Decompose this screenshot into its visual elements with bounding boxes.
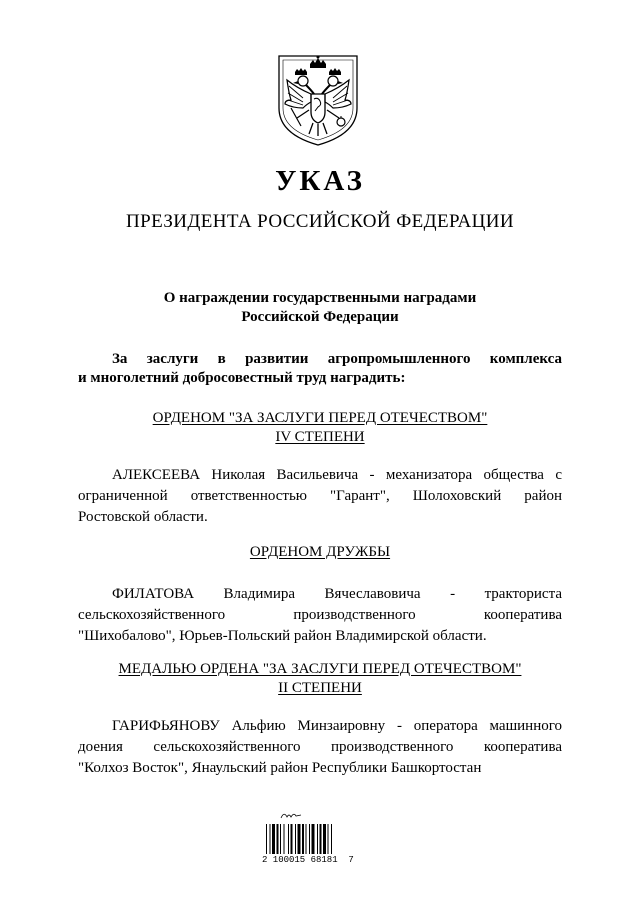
award-1-recipient-line-2: ограниченной ответственностью "Гарант", Шолоховский район bbox=[78, 488, 562, 504]
intro-line-1: За заслуги в развитии агропромышленного комплекса bbox=[112, 351, 562, 367]
award-1-recipient-line-1: АЛЕКСЕЕВА Николая Васильевича - механизатора общества с bbox=[112, 467, 562, 483]
award-2-recipient-line-3: "Шихобалово", Юрьев-Польский район Владимирской области. bbox=[78, 628, 487, 644]
award-3-recipient-line-3: "Колхоз Восток", Янаульский район Республики Башкортостан bbox=[78, 760, 482, 776]
barcode-bars bbox=[266, 824, 362, 854]
award-heading-3 bbox=[0, 660, 640, 698]
award-1-name-line-1: ОРДЕНОМ "ЗА ЗАСЛУГИ ПЕРЕД ОТЕЧЕСТВОМ" bbox=[152, 410, 488, 426]
decree-title-line-1: О награждении государственными наградами bbox=[163, 290, 477, 306]
award-2-recipient-line-1: ФИЛАТОВА Владимира Вячеславовича - тракториста bbox=[112, 586, 562, 602]
award-3-name-line-1: МЕДАЛЬЮ ОРДЕНА "ЗА ЗАСЛУГИ ПЕРЕД ОТЕЧЕСТВОМ" bbox=[118, 661, 522, 677]
barcode-number: 2 100015 68181 7 bbox=[262, 855, 354, 865]
document-subtitle: ПРЕЗИДЕНТА РОССИЙСКОЙ ФЕДЕРАЦИИ bbox=[126, 211, 514, 232]
decree-title-line-2: Российской Федерации bbox=[241, 309, 399, 325]
document-barcode bbox=[262, 810, 382, 868]
award-heading-1 bbox=[0, 409, 640, 447]
coat-of-arms-emblem bbox=[273, 50, 363, 148]
award-2-recipient-line-2: сельскохозяйственного производственного кооператива bbox=[78, 607, 562, 623]
award-3-recipient-line-1: ГАРИФЬЯНОВУ Альфию Минзаировну - оператора машинного bbox=[112, 718, 562, 734]
award-1-recipient bbox=[78, 465, 562, 528]
award-3-recipient-line-2: доения сельскохозяйственного производственного кооператива bbox=[78, 739, 562, 755]
award-2-recipient bbox=[78, 584, 562, 647]
award-heading-2 bbox=[0, 543, 640, 562]
award-2-name-line-1: ОРДЕНОМ ДРУЖБЫ bbox=[249, 544, 391, 560]
document-title: УКАЗ bbox=[275, 165, 365, 197]
handwritten-mark bbox=[280, 810, 302, 820]
award-3-name-line-2: II СТЕПЕНИ bbox=[278, 680, 362, 696]
intro-paragraph bbox=[78, 350, 562, 388]
award-3-recipient bbox=[78, 716, 562, 779]
award-1-name-line-2: IV СТЕПЕНИ bbox=[275, 429, 365, 445]
award-1-recipient-line-3: Ростовской области. bbox=[78, 509, 208, 525]
intro-line-2: и многолетний добросовестный труд наградить: bbox=[78, 370, 406, 386]
decree-title bbox=[0, 289, 640, 327]
